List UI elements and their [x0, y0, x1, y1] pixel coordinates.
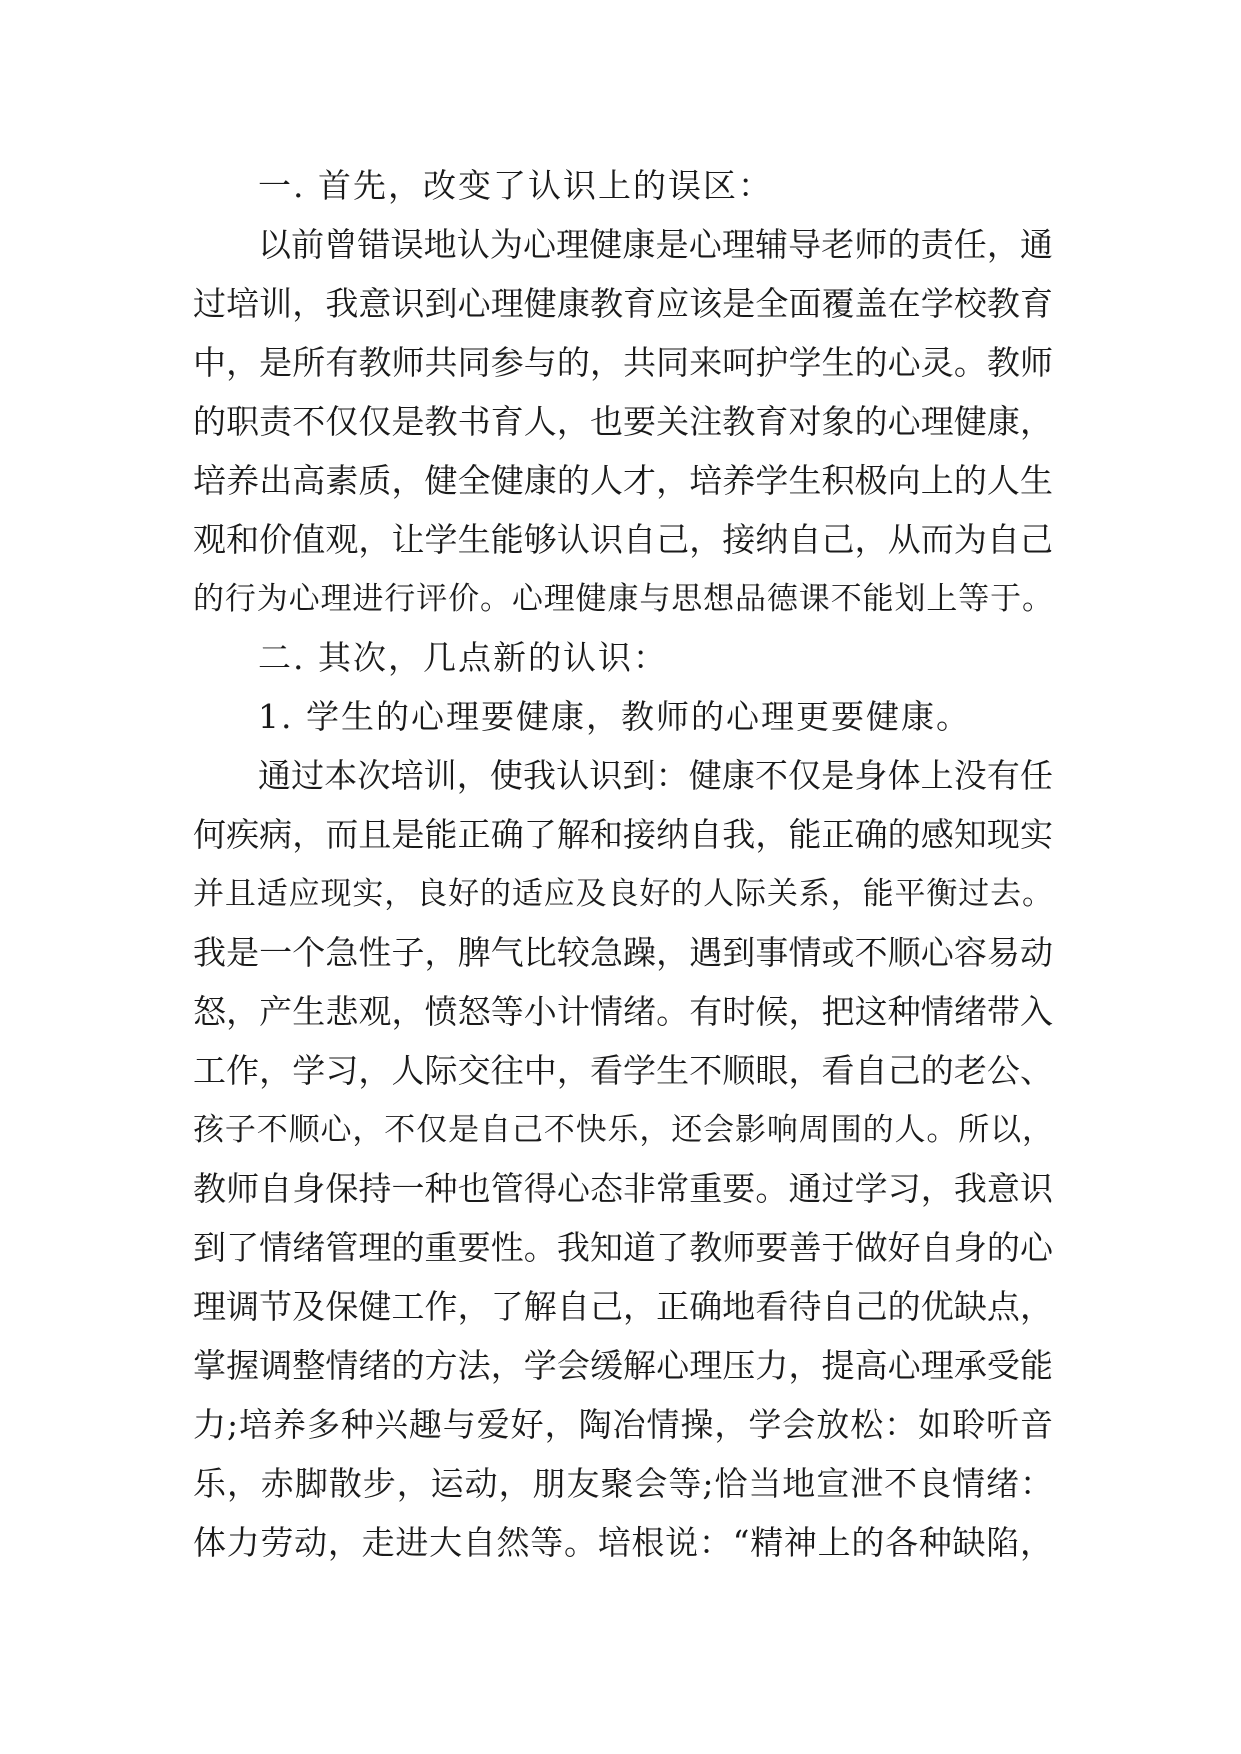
paragraph-line: 过培训，我意识到心理健康教育应该是全面覆盖在学校教育	[193, 284, 1053, 323]
paragraph-line: 到了情绪管理的重要性。我知道了教师要善于做好自身的心	[193, 1228, 1053, 1267]
paragraph-line: 通过本次培训，使我认识到：健康不仅是身体上没有任	[258, 756, 1053, 795]
numbered-point-1: 1. 学生的心理要健康，教师的心理更要健康。	[258, 697, 971, 736]
section-heading-1: 一. 首先，改变了认识上的误区：	[258, 166, 773, 205]
paragraph-line: 中，是所有教师共同参与的，共同来呵护学生的心灵。教师	[193, 343, 1053, 382]
paragraph-line: 怒，产生悲观，愤怒等小计情绪。有时候，把这种情绪带入	[193, 992, 1053, 1031]
paragraph-line: 教师自身保持一种也管得心态非常重要。通过学习，我意识	[193, 1169, 1053, 1208]
paragraph-line: 体力劳动，走进大自然等。培根说：“精神上的各种缺陷，	[193, 1523, 1053, 1562]
paragraph-line: 的行为心理进行评价。心理健康与思想品德课不能划上等于。	[193, 581, 1053, 617]
paragraph-line: 的职责不仅仅是教书育人，也要关注教育对象的心理健康，	[193, 402, 1053, 441]
paragraph-line: 工作，学习，人际交往中，看学生不顺眼，看自己的老公、	[193, 1051, 1053, 1090]
paragraph-line: 培养出高素质，健全健康的人才，培养学生积极向上的人生	[193, 461, 1053, 500]
paragraph-line: 掌握调整情绪的方法，学会缓解心理压力，提高心理承受能	[193, 1346, 1053, 1385]
paragraph-line: 乐，赤脚散步，运动，朋友聚会等;恰当地宣泄不良情绪：	[193, 1464, 1053, 1503]
paragraph-line: 孩子不顺心，不仅是自己不快乐，还会影响周围的人。所以，	[193, 1112, 1053, 1148]
paragraph-line: 以前曾错误地认为心理健康是心理辅导老师的责任，通	[258, 225, 1053, 264]
paragraph-line: 我是一个急性子，脾气比较急躁，遇到事情或不顺心容易动	[193, 933, 1053, 972]
paragraph-line: 理调节及保健工作，了解自己，正确地看待自己的优缺点，	[193, 1287, 1053, 1326]
paragraph-line: 力;培养多种兴趣与爱好，陶冶情操，学会放松：如聆听音	[193, 1405, 1053, 1444]
paragraph-line: 并且适应现实，良好的适应及良好的人际关系，能平衡过去。	[193, 876, 1053, 912]
paragraph-line: 观和价值观，让学生能够认识自己，接纳自己，从而为自己	[193, 520, 1053, 559]
paragraph-line: 何疾病，而且是能正确了解和接纳自我，能正确的感知现实	[193, 815, 1053, 854]
section-heading-2: 二. 其次，几点新的认识：	[258, 638, 668, 677]
